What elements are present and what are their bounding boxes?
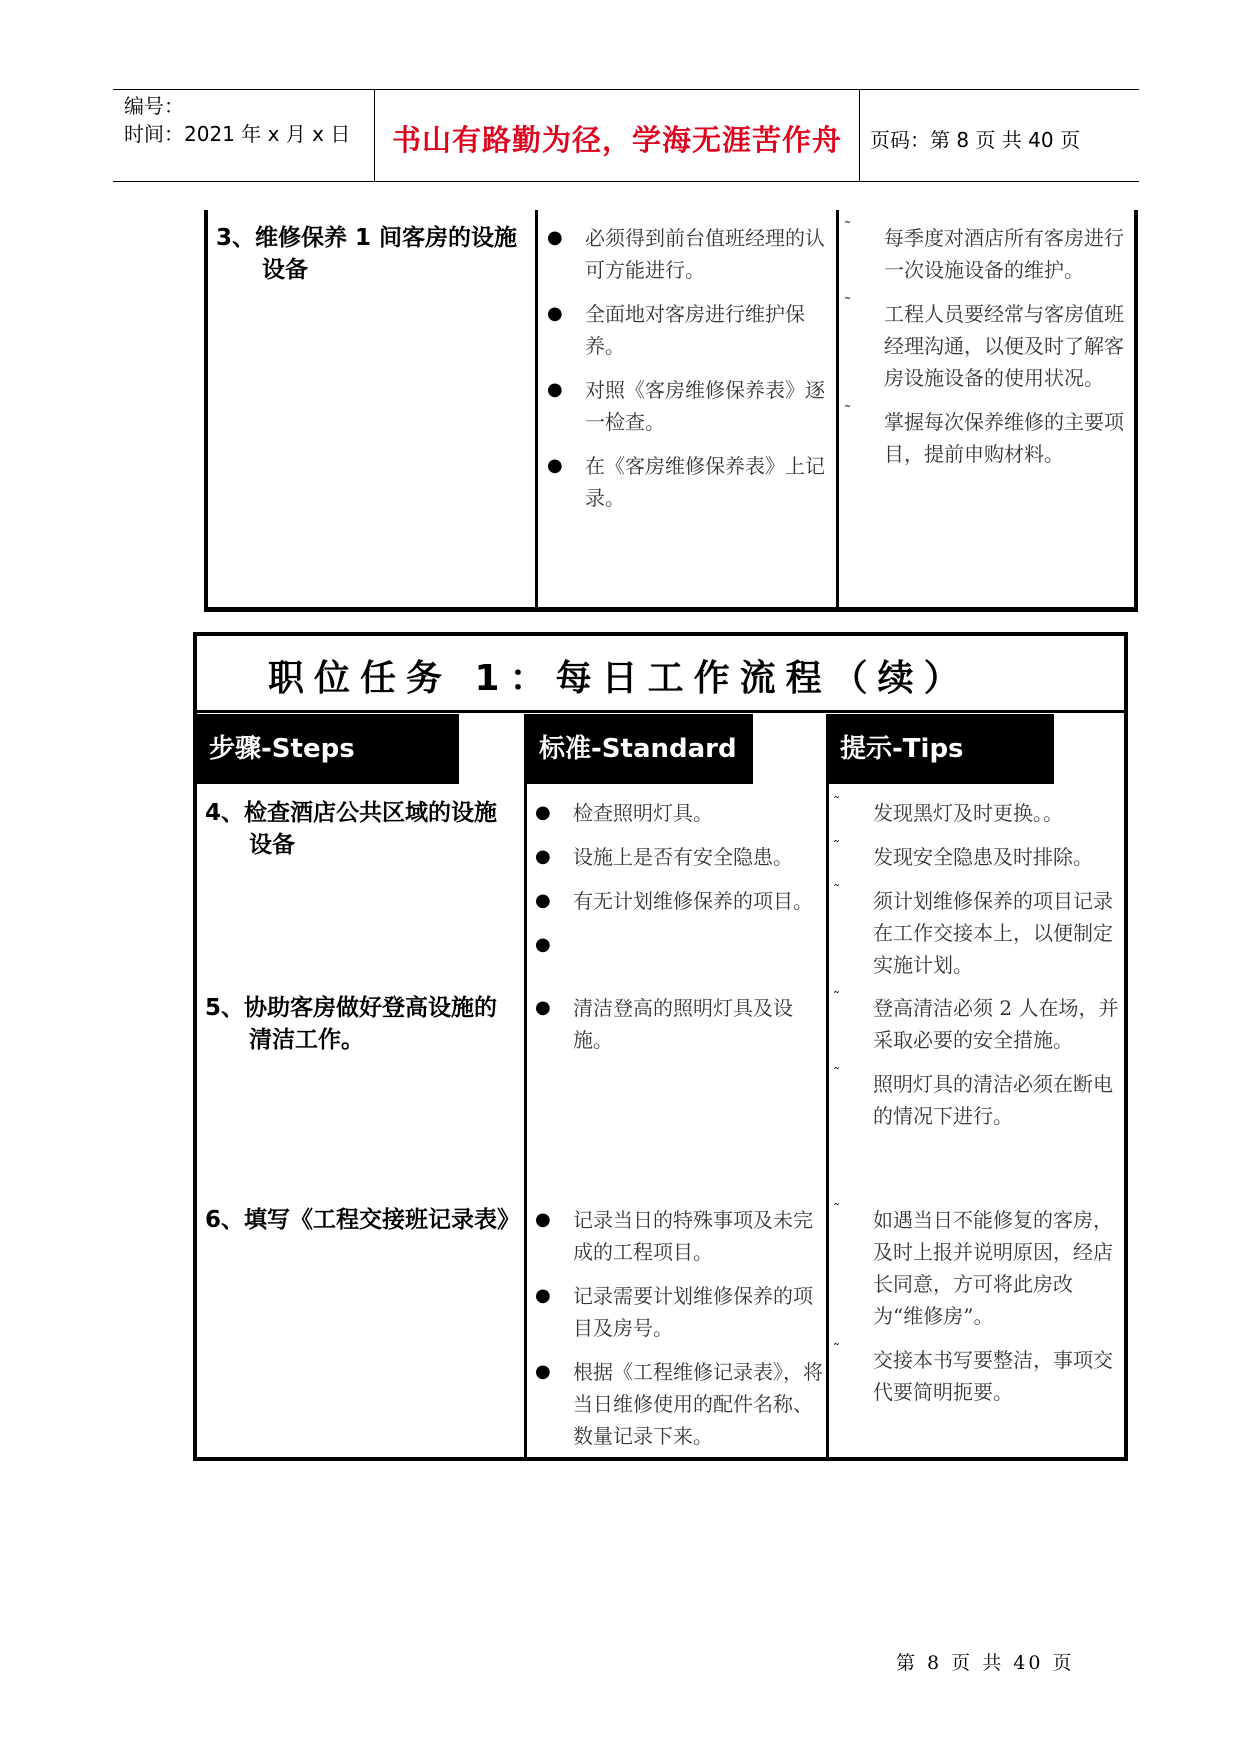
tip-item: ˜ 发现安全隐患及时排除。	[833, 841, 1119, 873]
tilde-icon: ˜	[844, 220, 851, 236]
step-text: 4、检查酒店公共区域的设施	[205, 800, 498, 826]
standard-list	[535, 992, 825, 1068]
bullet-icon: ●	[547, 303, 563, 324]
tips-list	[833, 797, 1119, 993]
step-text-cont: 清洁工作。	[249, 1027, 364, 1053]
step-text: 3、维修保养 1 间客房的设施	[216, 225, 518, 251]
step-text: 6、填写《工程交接班记录表》	[205, 1207, 521, 1233]
tilde-icon: ˜	[833, 795, 840, 811]
col-header-tips: 提示-Tips	[828, 714, 1054, 784]
bullet-icon: ●	[547, 379, 563, 400]
tilde-icon: ˜	[833, 839, 840, 855]
step-text-cont: 设备	[249, 832, 295, 858]
tip-item: ˜ 掌握每次保养维修的主要项目，提前申购材料。	[844, 406, 1126, 470]
tilde-icon: ˜	[833, 1342, 840, 1358]
bullet-icon: ●	[535, 890, 551, 911]
standard-item: ● 在《客房维修保养表》上记录。	[547, 450, 829, 514]
tilde-icon: ˜	[844, 296, 851, 312]
standard-item: ● 根据《工程维修记录表》，将当日维修使用的配件名称、数量记录下来。	[535, 1356, 825, 1452]
tips-list	[844, 222, 1126, 482]
tilde-icon: ˜	[833, 883, 840, 899]
standard-item: ● 必须得到前台值班经理的认可方能进行。	[547, 222, 829, 286]
tilde-icon: ˜	[833, 990, 840, 1006]
bullet-icon: ●	[547, 455, 563, 476]
step-4	[205, 797, 497, 861]
standard-list	[535, 1204, 825, 1464]
bullet-icon: ●	[535, 802, 551, 823]
tip-item: ˜ 每季度对酒店所有客房进行一次设施设备的维护。	[844, 222, 1126, 286]
time-label: 时间：2021 年 x 月 x 日	[124, 122, 351, 146]
table-col-divider	[836, 210, 839, 612]
tip-item: ˜ 交接本书写要整洁，事项交代要简明扼要。	[833, 1344, 1123, 1408]
col-header-standard: 标准-Standard	[527, 714, 753, 784]
standard-list	[547, 222, 829, 526]
standard-item: ● 对照《客房维修保养表》逐一检查。	[547, 374, 829, 438]
step-6	[205, 1204, 520, 1236]
bullet-icon: ●	[535, 1285, 551, 1306]
table-title: 职位任务 1：每日工作流程（续）	[268, 658, 970, 699]
standard-list	[535, 797, 825, 955]
page-footer: 第 8 页 共 40 页	[896, 1652, 1075, 1674]
header-divider	[374, 89, 375, 181]
standard-item: ● 有无计划维修保养的项目。	[535, 885, 825, 917]
tip-item: ˜ 工程人员要经常与客房值班经理沟通，以便及时了解客房设施设备的使用状况。	[844, 298, 1126, 394]
bullet-icon: ●	[535, 934, 551, 955]
header-motto: 书山有路勤为径，学海无涯苦作舟	[391, 123, 842, 157]
step-5	[205, 992, 497, 1056]
table-col-divider	[826, 714, 829, 1461]
tip-item: ˜ 须计划维修保养的项目记录在工作交接本上，以便制定实施计划。	[833, 885, 1119, 981]
tilde-icon: ˜	[833, 1066, 840, 1082]
tip-item: ˜ 登高清洁必须 2 人在场，并采取必要的安全措施。	[833, 992, 1119, 1056]
bullet-icon: ●	[547, 227, 563, 248]
step-text-cont: 设备	[262, 257, 308, 283]
bullet-icon: ●	[535, 846, 551, 867]
step-3	[216, 222, 517, 286]
standard-item: ● 记录当日的特殊事项及未完成的工程项目。	[535, 1204, 825, 1268]
standard-item: ● 记录需要计划维修保养的项目及房号。	[535, 1280, 825, 1344]
number-label: 编号：	[124, 94, 184, 118]
bullet-icon: ●	[535, 1361, 551, 1382]
tips-list	[833, 992, 1119, 1144]
step-text: 5、协助客房做好登高设施的	[205, 995, 498, 1021]
tilde-icon: ˜	[833, 1202, 840, 1218]
tip-item: ˜ 如遇当日不能修复的客房，及时上报并说明原因，经店长同意，方可将此房改为“维修房”。	[833, 1204, 1123, 1332]
tips-list	[833, 1204, 1123, 1420]
standard-item: ● 清洁登高的照明灯具及设施。	[535, 992, 825, 1056]
table-col-divider	[524, 714, 527, 1461]
title-rule	[193, 710, 1128, 713]
col-header-steps: 步骤-Steps	[197, 714, 459, 784]
header-bottom-rule	[113, 181, 1139, 182]
header-page-label: 页码：第 8 页 共 40 页	[870, 128, 1080, 152]
header-meta	[124, 92, 350, 148]
standard-item: ● 检查照明灯具。	[535, 797, 825, 829]
tilde-icon: ˜	[844, 404, 851, 420]
tip-item: ˜ 照明灯具的清洁必须在断电的情况下进行。	[833, 1068, 1119, 1132]
bullet-icon: ●	[535, 1209, 551, 1230]
table-col-divider	[535, 210, 538, 612]
bullet-icon: ●	[535, 997, 551, 1018]
standard-item: ● 设施上是否有安全隐患。	[535, 841, 825, 873]
header-divider	[859, 89, 860, 181]
standard-item: ● 全面地对客房进行维护保养。	[547, 298, 829, 362]
tip-item: ˜ 发现黑灯及时更换。。	[833, 797, 1119, 829]
header-top-rule	[113, 89, 1139, 90]
